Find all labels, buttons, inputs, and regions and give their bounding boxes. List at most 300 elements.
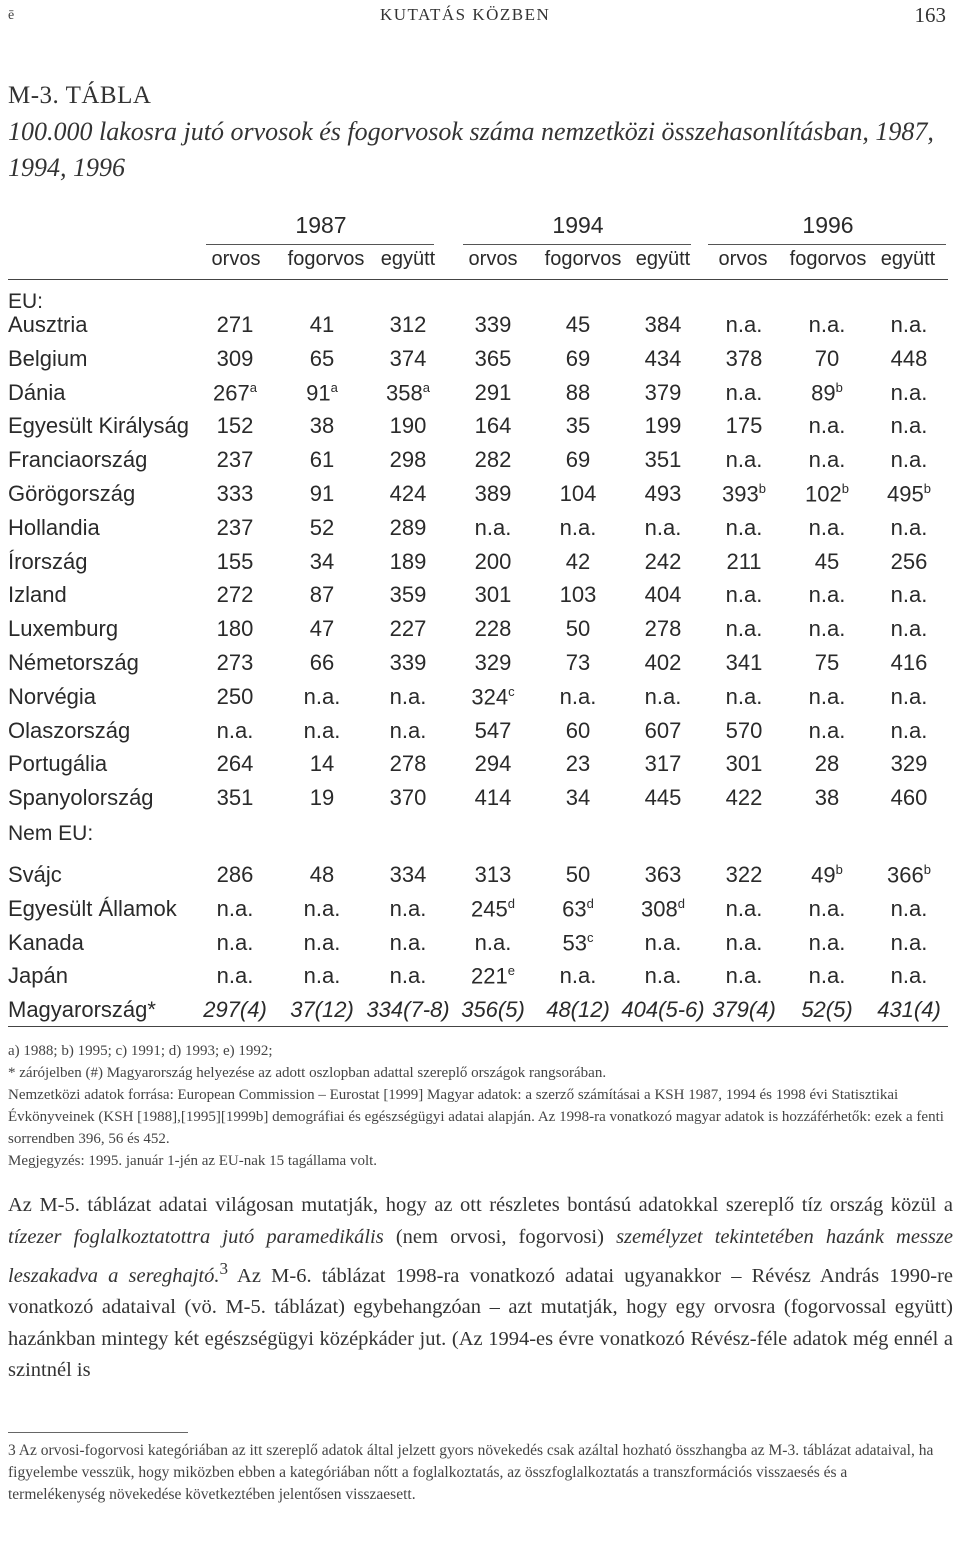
table-cell: [534, 481, 622, 507]
cell-value: n.a.: [808, 683, 846, 709]
cell-value: 402: [644, 650, 682, 675]
table-cell: [619, 718, 707, 744]
country-name: Dánia: [8, 379, 66, 405]
table-row: [8, 481, 948, 511]
cell-value: n.a.: [725, 447, 763, 473]
table-cell: [278, 963, 366, 989]
cell-value: 52(5): [801, 997, 853, 1023]
cell-footnote-mark: c: [508, 683, 515, 699]
cell-value: 264: [216, 751, 254, 777]
table-cell: [278, 481, 366, 507]
cell-value: n.a.: [474, 514, 512, 540]
table-cell: [865, 997, 953, 1023]
table-cell: [278, 684, 366, 710]
cell-value: 379: [644, 379, 682, 405]
group-label-eu: EU:: [8, 290, 44, 313]
cell-value: n.a.: [808, 963, 846, 989]
cell-value: n.a.: [389, 929, 427, 955]
table-cell: [191, 684, 279, 710]
cell-value: 41: [309, 312, 335, 337]
cell-value: n.a.: [559, 683, 597, 709]
cell-value: n.a.: [808, 929, 846, 955]
table-cell: [191, 380, 279, 406]
table-cell: [619, 963, 707, 989]
cell-value: 358: [386, 379, 423, 405]
table-cell: [449, 481, 537, 507]
table-cell: [783, 616, 871, 642]
table-cell: [534, 312, 622, 338]
table-cell: [278, 312, 366, 338]
table-cell: [865, 896, 953, 922]
table-cell: [278, 650, 366, 676]
cell-value: 19: [309, 785, 335, 811]
cell-value: 272: [216, 582, 254, 608]
table-cell: [700, 515, 788, 541]
table-cell: [449, 862, 537, 888]
cell-value: n.a.: [808, 312, 846, 337]
table-cell: [364, 718, 452, 744]
cell-value: 448: [890, 345, 928, 371]
cell-value: 175: [725, 413, 763, 439]
cell-value: 49: [811, 862, 836, 888]
cell-value: 495: [887, 481, 924, 507]
year-header: 1987: [295, 212, 347, 238]
cell-value: n.a.: [474, 929, 512, 955]
cell-value: 69: [565, 345, 591, 371]
table-cell: [534, 684, 622, 710]
body-text-run: Az M-5. táblázat adatai világosan mutatják, hogy az ott részletes bontású adatokkal szereplő tíz ország közül a: [8, 1194, 953, 1216]
cell-value: 422: [725, 785, 763, 811]
table-cell: [191, 515, 279, 541]
country-name: Belgium: [8, 345, 88, 371]
footnote-ref: 3: [219, 1259, 229, 1278]
table-cell: [364, 997, 452, 1023]
table-row: [8, 616, 948, 646]
table-cell: [700, 413, 788, 439]
table-cell: [619, 380, 707, 406]
table-row: [8, 862, 948, 892]
cell-value: n.a.: [303, 683, 341, 709]
cell-value: 63: [562, 896, 587, 922]
cell-value: 28: [814, 751, 840, 777]
cell-value: 75: [814, 650, 840, 675]
table-cell: [191, 447, 279, 473]
table-cell: [534, 549, 622, 575]
country-name: Luxemburg: [8, 616, 119, 642]
cell-value: 324: [471, 684, 509, 710]
cell-value: 493: [644, 481, 682, 506]
table-cell: [191, 312, 279, 338]
year-header: 1996: [802, 212, 854, 238]
cell-value: 53: [562, 929, 587, 955]
cell-value: n.a.: [644, 514, 682, 540]
cell-value: n.a.: [559, 514, 597, 540]
table-row: [8, 650, 948, 680]
country-name: Magyarország*: [8, 997, 156, 1023]
table-cell: [783, 413, 871, 439]
table-cell: [783, 549, 871, 575]
table-cell: [364, 930, 452, 956]
cell-value: 278: [644, 616, 682, 642]
cell-value: 155: [216, 548, 254, 574]
cell-value: 237: [216, 514, 254, 540]
table-cell: [783, 862, 871, 888]
table-cell: [865, 785, 953, 811]
table-row: [8, 785, 948, 815]
table-row: [8, 896, 948, 926]
cell-value: 87: [309, 582, 335, 608]
table-cell: [449, 582, 537, 608]
table-cell: [865, 963, 953, 989]
table-cell: [783, 718, 871, 744]
table-cell: [619, 862, 707, 888]
body-text-run: Az M-6. táblázat 1998-ra vonatkozó adatai ugyanakkor – Révész András 1990-re vonatkozó adataival (vö. M-5. táblázat) egybehangzóan – azt mutatják, hogy egy orvosra (fogorvossal együtt) hazánkban mintegy két egészségügyi középkáder jut. (Az 1994-es évre vonatkozó Révész-féle adatok még ennél a szintnél is: [8, 1264, 954, 1382]
cell-value: 103: [559, 582, 597, 608]
table-cell: [534, 515, 622, 541]
table-cell: [191, 930, 279, 956]
cell-value: 351: [216, 785, 254, 811]
cell-value: 286: [216, 862, 254, 887]
table-row: [8, 515, 948, 545]
cell-value: n.a.: [559, 963, 597, 989]
cell-value: 389: [474, 481, 512, 506]
cell-value: n.a.: [890, 379, 928, 405]
table-cell: [191, 718, 279, 744]
cell-value: 104: [559, 481, 597, 506]
table-cell: [191, 997, 279, 1023]
cell-value: 88: [565, 379, 591, 405]
table-cell: [449, 312, 537, 338]
table-cell: [449, 549, 537, 575]
cell-value: n.a.: [216, 963, 254, 989]
table-cell: [619, 751, 707, 777]
country-name: Izland: [8, 582, 67, 608]
table-cell: [700, 447, 788, 473]
table-cell: [534, 413, 622, 439]
cell-value: n.a.: [890, 447, 928, 473]
cell-value: 50: [565, 862, 591, 887]
table-cell: [534, 896, 622, 922]
table-row: [8, 718, 948, 748]
cell-value: n.a.: [890, 929, 928, 955]
table-cell: [449, 896, 537, 922]
country-name: Kanada: [8, 929, 84, 955]
body-text-run: (nem orvosi, fogorvosi): [383, 1225, 617, 1248]
table-cell: [534, 650, 622, 676]
table-cell: [278, 413, 366, 439]
table-cell: [449, 380, 537, 406]
table-cell: [534, 963, 622, 989]
cell-value: 339: [389, 650, 427, 675]
table-label: M-3. TÁBLA: [8, 82, 152, 109]
year-header: 1994: [552, 212, 604, 238]
page-number: 163: [914, 3, 946, 27]
cell-value: 221: [471, 963, 508, 989]
year-underline: [708, 244, 946, 245]
table-cell: [449, 346, 537, 372]
table-cell: [191, 413, 279, 439]
table-cell: [619, 650, 707, 676]
table-cell: [364, 447, 452, 473]
table-cell: [783, 515, 871, 541]
table-cell: [534, 785, 622, 811]
cell-value: 48: [309, 862, 335, 887]
table-cell: [700, 346, 788, 372]
cell-value: 73: [565, 650, 591, 675]
cell-value: 48(12): [546, 997, 610, 1023]
table-cell: [449, 997, 537, 1023]
country-name: Ausztria: [8, 312, 88, 337]
column-header: együtt: [380, 248, 436, 270]
cell-footnote-mark: b: [923, 481, 931, 496]
table-cell: [191, 963, 279, 989]
cell-footnote-mark: c: [586, 929, 594, 945]
table-cell: [534, 751, 622, 777]
cell-value: n.a.: [216, 895, 254, 921]
cell-value: n.a.: [303, 929, 341, 955]
cell-value: 434: [644, 345, 682, 371]
country-name: Olaszország: [8, 717, 131, 743]
table-cell: [865, 413, 953, 439]
table-cell: [783, 312, 871, 338]
column-header: együtt: [635, 248, 691, 270]
country-name: Egyesült Királyság: [8, 413, 189, 439]
table-cell: [191, 650, 279, 676]
cell-value: 366: [887, 862, 924, 888]
year-underline: [206, 244, 434, 245]
table-cell: [700, 616, 788, 642]
country-name: Japán: [8, 963, 68, 989]
table-cell: [449, 447, 537, 473]
cell-value: 164: [474, 413, 512, 439]
table-cell: [364, 751, 452, 777]
table-cell: [865, 616, 953, 642]
header-rule: [8, 279, 948, 280]
cell-value: 45: [814, 548, 840, 574]
table-cell: [191, 616, 279, 642]
table-cell: [619, 896, 707, 922]
table-cell: [865, 549, 953, 575]
cell-value: n.a.: [303, 963, 341, 989]
table-cell: [783, 380, 871, 406]
table-cell: [865, 862, 953, 888]
cell-value: n.a.: [808, 616, 846, 642]
cell-value: n.a.: [890, 616, 928, 642]
cell-value: 393: [722, 481, 759, 507]
cell-value: 445: [644, 785, 682, 811]
table-cell: [191, 862, 279, 888]
table-row: [8, 380, 948, 410]
body-paragraph: [8, 1190, 953, 1387]
cell-value: n.a.: [725, 582, 763, 608]
table-cell: [865, 312, 953, 338]
table-cell: [278, 997, 366, 1023]
country-name: Németország: [8, 650, 139, 675]
table-cell: [278, 930, 366, 956]
table-cell: [364, 312, 452, 338]
cell-value: 431(4): [877, 997, 941, 1023]
table-cell: [364, 515, 452, 541]
cell-value: n.a.: [890, 963, 928, 989]
cell-value: 228: [474, 616, 512, 642]
cell-value: 200: [474, 548, 512, 574]
table-row: [8, 930, 948, 960]
cell-value: 34: [565, 785, 591, 811]
table-cell: [449, 930, 537, 956]
cell-value: n.a.: [890, 514, 928, 540]
cell-value: n.a.: [303, 895, 341, 921]
cell-value: 404(5-6): [621, 997, 705, 1023]
cell-value: 334(7-8): [366, 997, 450, 1023]
table-cell: [700, 751, 788, 777]
cell-value: n.a.: [890, 895, 928, 921]
table-cell: [783, 997, 871, 1023]
column-header: fogorvos: [287, 248, 365, 270]
table-cell: [700, 582, 788, 608]
column-header: fogorvos: [789, 248, 867, 270]
table-cell: [364, 650, 452, 676]
table-cell: [278, 751, 366, 777]
table-cell: [865, 447, 953, 473]
table-cell: [278, 862, 366, 888]
table-row: [8, 997, 948, 1027]
cell-value: n.a.: [216, 717, 254, 743]
table-cell: [191, 582, 279, 608]
table-cell: [783, 785, 871, 811]
table-cell: [700, 684, 788, 710]
table-cell: [278, 346, 366, 372]
cell-value: 294: [474, 751, 512, 777]
table-cell: [449, 684, 537, 710]
table-cell: [534, 862, 622, 888]
cell-value: 317: [644, 751, 682, 777]
cell-value: n.a.: [389, 717, 427, 743]
cell-footnote-mark: b: [758, 481, 766, 496]
table-cell: [364, 896, 452, 922]
table-cell: [783, 481, 871, 507]
cell-footnote-mark: d: [586, 895, 594, 911]
cell-value: n.a.: [808, 717, 846, 743]
cell-value: n.a.: [644, 929, 682, 955]
cell-value: 301: [725, 751, 763, 777]
table-cell: [619, 346, 707, 372]
cell-value: 298: [389, 447, 427, 473]
cell-value: n.a.: [725, 683, 763, 709]
table-cell: [364, 413, 452, 439]
cell-footnote-mark: e: [507, 963, 515, 979]
cell-value: 339: [474, 312, 512, 337]
table-cell: [191, 896, 279, 922]
cell-footnote-mark: a: [422, 379, 430, 395]
cell-value: 322: [725, 862, 763, 887]
cell-footnote-mark: a: [249, 379, 257, 395]
table-cell: [364, 346, 452, 372]
table-cell: [278, 616, 366, 642]
table-cell: [700, 862, 788, 888]
table-cell: [865, 930, 953, 956]
cell-value: 329: [474, 650, 512, 675]
table-cell: [619, 447, 707, 473]
cell-value: 363: [644, 862, 682, 887]
table-cell: [619, 930, 707, 956]
table-cell: [619, 616, 707, 642]
column-header: orvos: [468, 248, 518, 270]
table-cell: [865, 515, 953, 541]
cell-value: 42: [565, 548, 591, 574]
cell-value: n.a.: [808, 514, 846, 540]
table-cell: [783, 751, 871, 777]
cell-footnote-mark: d: [507, 895, 515, 911]
body-italic-run: személyzet tekintetében hazánk messze leszakadva a sereghajtó.: [8, 1225, 953, 1287]
table-row: [8, 684, 948, 714]
table-cell: [278, 785, 366, 811]
table-cell: [783, 582, 871, 608]
table-row: [8, 413, 948, 443]
cell-value: 38: [814, 785, 840, 811]
column-header: orvos: [211, 248, 261, 270]
cell-value: 329: [890, 751, 928, 777]
table-cell: [783, 896, 871, 922]
cell-value: 273: [216, 650, 254, 675]
cell-value: 351: [644, 447, 682, 473]
table-cell: [700, 481, 788, 507]
country-name: Spanyolország: [8, 785, 154, 811]
cell-footnote-mark: b: [841, 481, 849, 496]
table-cell: [449, 515, 537, 541]
table-cell: [700, 963, 788, 989]
cell-value: n.a.: [725, 514, 763, 540]
table-cell: [865, 650, 953, 676]
bottom-rule: [8, 1026, 948, 1027]
cell-value: 333: [216, 481, 254, 506]
table-cell: [364, 684, 452, 710]
cell-value: n.a.: [808, 582, 846, 608]
table-cell: [865, 684, 953, 710]
table-cell: [364, 862, 452, 888]
cell-value: 34: [309, 548, 335, 574]
table-row: [8, 582, 948, 612]
table-cell: [700, 312, 788, 338]
table-cell: [865, 718, 953, 744]
table-cell: [364, 380, 452, 406]
cell-value: 547: [474, 717, 512, 743]
table-cell: [783, 930, 871, 956]
table-cell: [191, 751, 279, 777]
cell-footnote-mark: b: [923, 862, 931, 877]
table-notes: [8, 1040, 948, 1172]
table-cell: [700, 718, 788, 744]
country-name: Egyesült Államok: [8, 895, 177, 921]
cell-value: 374: [389, 345, 427, 371]
cell-value: 309: [216, 345, 254, 371]
table-cell: [191, 785, 279, 811]
table-cell: [364, 582, 452, 608]
cell-value: 37(12): [290, 997, 354, 1023]
column-header: együtt: [880, 248, 936, 270]
table-cell: [783, 650, 871, 676]
table-cell: [278, 582, 366, 608]
table-cell: [534, 718, 622, 744]
cell-value: 416: [890, 650, 928, 675]
cell-value: 60: [565, 717, 591, 743]
cell-footnote-mark: a: [330, 379, 338, 395]
cell-value: n.a.: [890, 582, 928, 608]
cell-value: n.a.: [389, 683, 427, 709]
table-cell: [700, 380, 788, 406]
cell-value: 379(4): [712, 997, 776, 1023]
table-row: [8, 312, 948, 342]
cell-value: 341: [725, 650, 763, 675]
